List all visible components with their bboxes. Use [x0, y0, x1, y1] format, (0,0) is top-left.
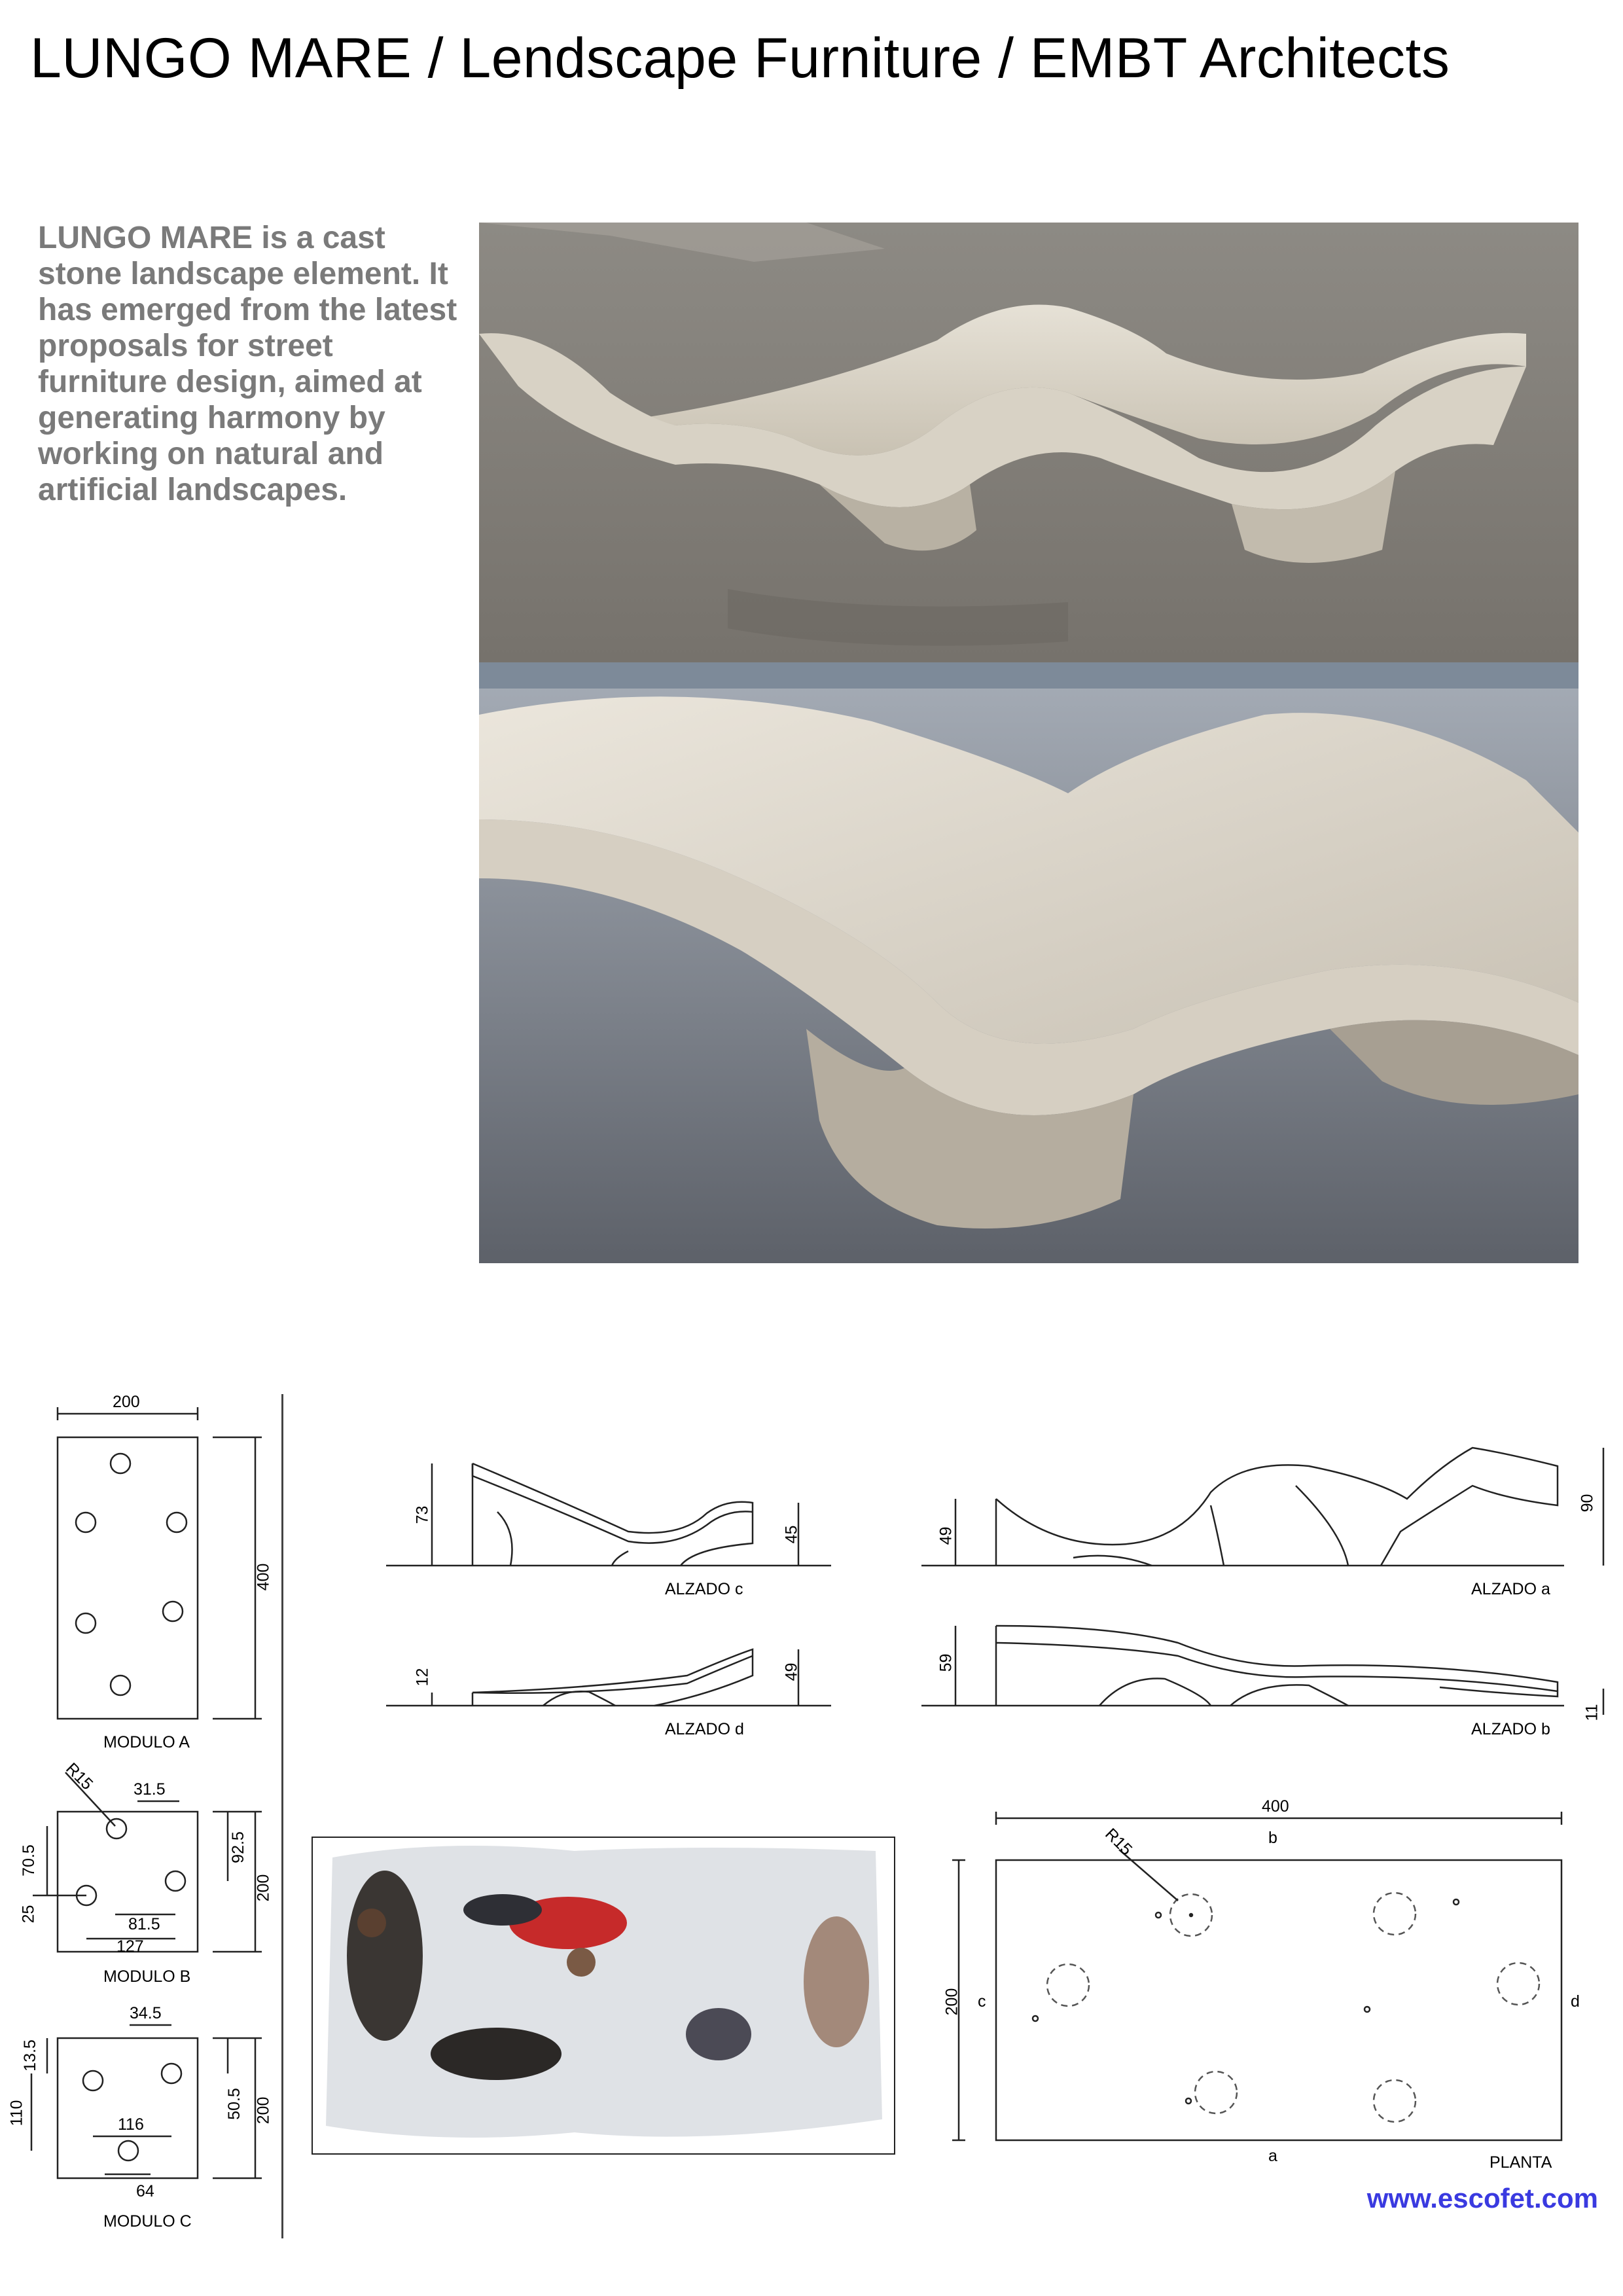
- modulo-c-d2: 13.5: [20, 2039, 39, 2072]
- modulo-b-d2: 70.5: [19, 1844, 38, 1876]
- alzado-a-h2: 90: [1578, 1494, 1597, 1513]
- page-title: LUNGO MARE / Lendscape Furniture / EMBT Architects: [30, 27, 1450, 90]
- alzado-a-h1: 49: [936, 1526, 955, 1545]
- modulo-b-height: 200: [254, 1874, 273, 1902]
- alzado-b-h2: 11: [1582, 1704, 1601, 1721]
- alzado-d-h2: 49: [782, 1662, 801, 1681]
- modulo-a-height: 400: [254, 1563, 273, 1591]
- modulo-c-d6: 50.5: [224, 2088, 243, 2120]
- modulo-b-d4: 81.5: [128, 1915, 160, 1933]
- planta-width: 200: [942, 1988, 961, 2016]
- alzado-b-h1: 59: [936, 1653, 955, 1672]
- modulo-c-d3: 110: [7, 2100, 26, 2126]
- modulo-c-d1: 34.5: [130, 2004, 162, 2022]
- modulo-b-d3: 25: [19, 1905, 38, 1924]
- planta-radius: R15: [1101, 1825, 1136, 1859]
- modulo-a-width: 200: [113, 1393, 140, 1411]
- alzado-b-label: ALZADO b: [1471, 1720, 1550, 1738]
- planta-length: 400: [1262, 1797, 1289, 1816]
- modulo-b-d5: 127: [116, 1937, 144, 1956]
- intro-text: LUNGO MARE is a cast stone landscape element. It has emerged from the latest proposals for street furniture design, aimed at generating harmony by working on natural and artificial landscapes.: [38, 221, 457, 507]
- alzado-c-h2: 45: [782, 1525, 801, 1544]
- planta-side-d: d: [1571, 1992, 1580, 2011]
- modulo-c-d4: 116: [118, 2115, 144, 2134]
- modulo-a-label: MODULO A: [103, 1733, 190, 1751]
- aerial-photo: [312, 1837, 895, 2155]
- modulo-c-label: MODULO C: [103, 2212, 192, 2231]
- alzado-c-h1: 73: [413, 1505, 432, 1524]
- alzado-d-label: ALZADO d: [665, 1720, 744, 1738]
- planta-label: PLANTA: [1489, 2153, 1552, 2172]
- modulo-b-d1: 31.5: [134, 1780, 166, 1799]
- planta-side-c: c: [978, 1992, 986, 2011]
- modulo-b-d6: 92.5: [228, 1831, 247, 1863]
- alzado-a-label: ALZADO a: [1471, 1580, 1550, 1598]
- website-link[interactable]: www.escofet.com: [1366, 2183, 1598, 2214]
- alzado-d-h1: 12: [413, 1668, 432, 1687]
- planta-side-a: a: [1268, 2147, 1277, 2165]
- modulo-b-label: MODULO B: [103, 1967, 191, 1986]
- modulo-c-d5: 64: [136, 2182, 154, 2200]
- modulo-c-height: 200: [254, 2096, 273, 2125]
- alzado-c-label: ALZADO c: [665, 1580, 743, 1598]
- modulo-b-radius: R15: [62, 1759, 97, 1794]
- planta-side-b: b: [1268, 1829, 1277, 1847]
